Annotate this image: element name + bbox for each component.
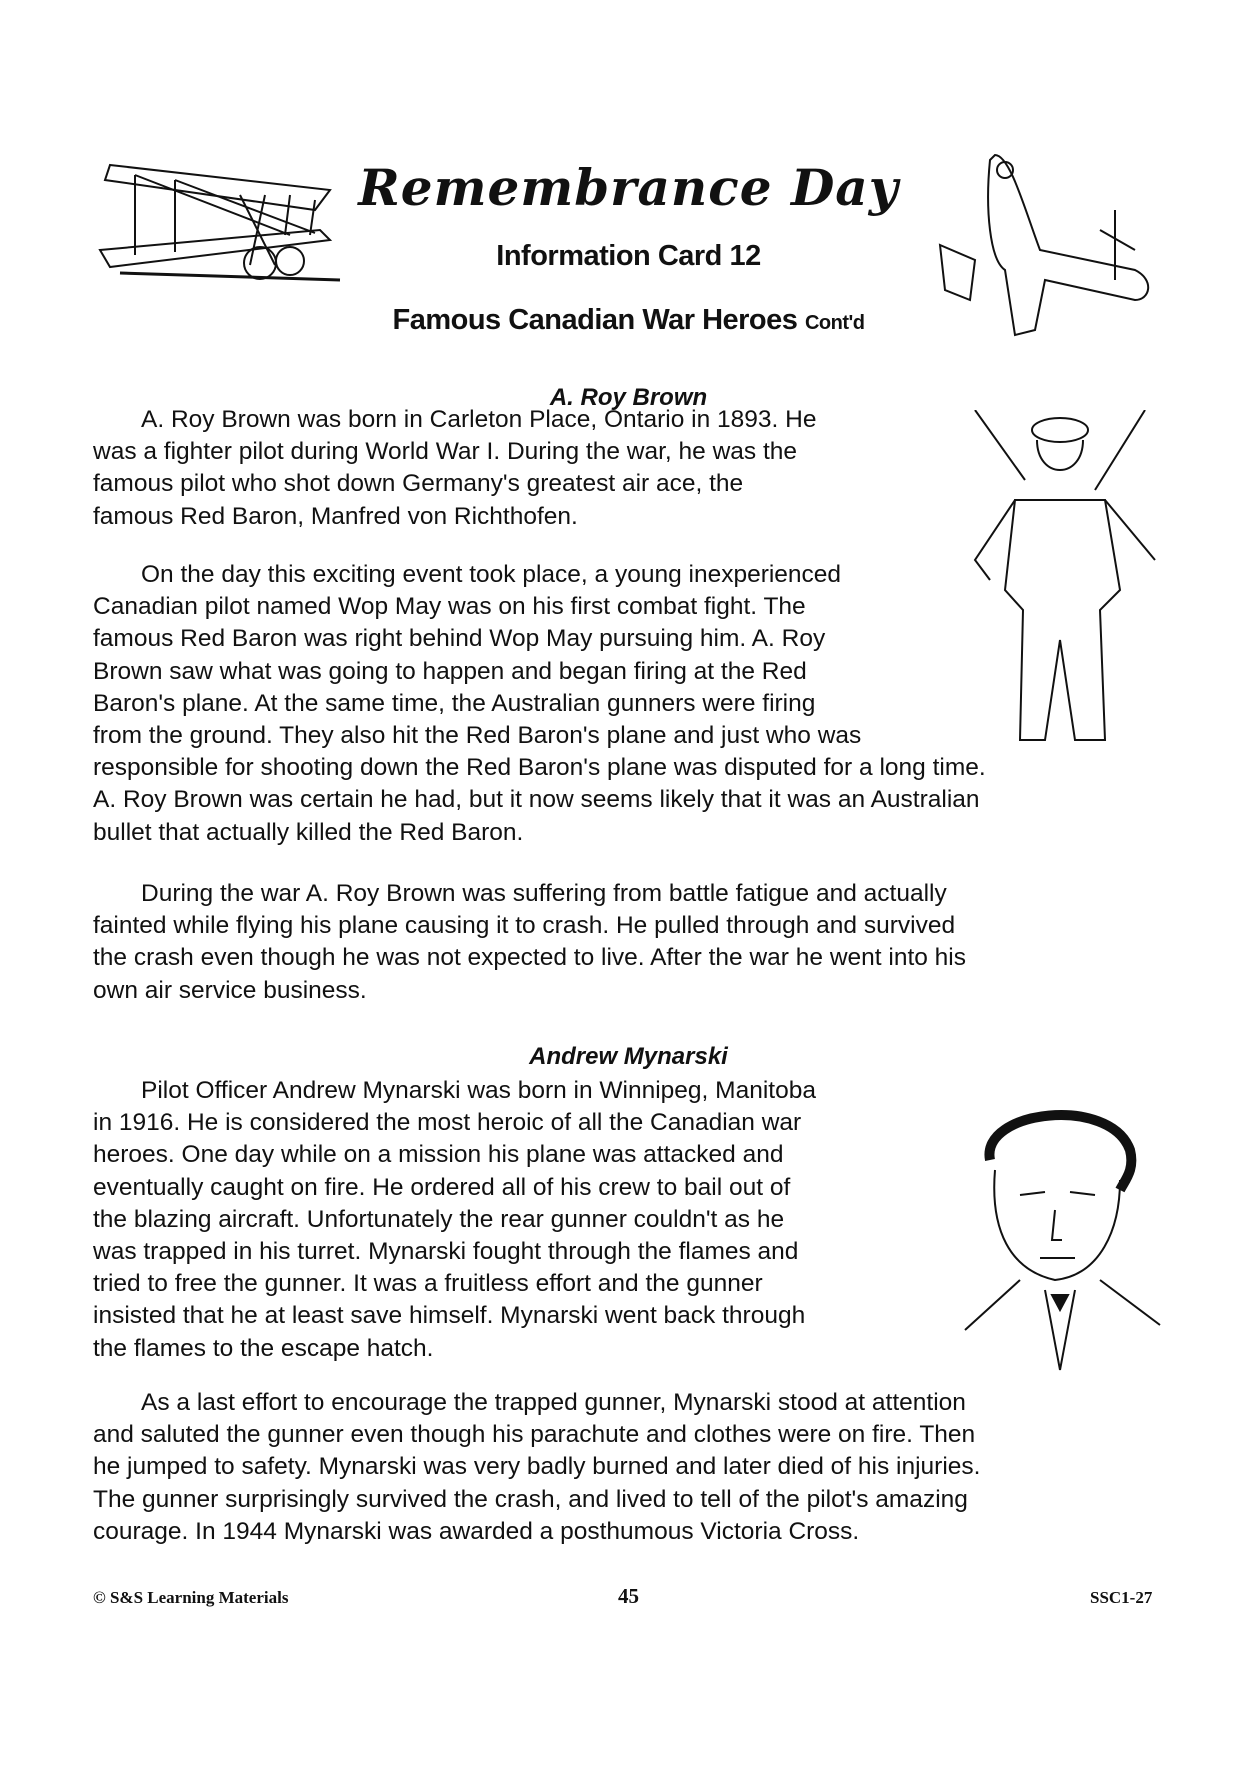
fighter-plane-illustration — [935, 150, 1175, 340]
paragraph-line: insisted that he at least save himself. Mynarski went back through — [93, 1302, 806, 1330]
mynarski-portrait — [960, 1100, 1165, 1375]
biplane-illustration — [90, 155, 345, 285]
paragraph-line: the blazing aircraft. Unfortunately the rear gunner couldn't as he — [93, 1205, 785, 1233]
paragraph-line: eventually caught on fire. He ordered all of his crew to bail out of — [93, 1173, 791, 1201]
hero-heading: Andrew Mynarski — [529, 1043, 728, 1070]
card-subtitle: Information Card 12 — [496, 240, 761, 272]
product-code: SSC1-27 — [1090, 1588, 1153, 1607]
pilot-illustration — [945, 410, 1170, 750]
paragraph-line: and saluted the gunner even though his parachute and clothes were on fire. Then — [93, 1421, 976, 1449]
paragraph-line: the crash even though he was not expected to live. After the war he went into his — [93, 944, 967, 972]
paragraph-line: famous pilot who shot down Germany's greatest air ace, the — [93, 470, 744, 498]
paragraph-line: in 1916. He is considered the most heroic of all the Canadian war — [93, 1109, 802, 1137]
paragraph-line: from the ground. They also hit the Red Baron's plane and just who was — [93, 722, 862, 749]
paragraph-line: fainted while flying his plane causing it to crash. He pulled through and survived — [93, 912, 956, 940]
paragraph-line: heroes. One day while on a mission his plane was attacked and — [93, 1141, 784, 1169]
paragraph-line: Canadian pilot named Wop May was on his first combat fight. The — [93, 593, 806, 621]
copyright-notice: © S&S Learning Materials — [93, 1588, 289, 1607]
paragraph-line: famous Red Baron, Manfred von Richthofen. — [93, 502, 578, 530]
paragraph-line: During the war A. Roy Brown was suffering from battle fatigue and actually — [141, 880, 947, 907]
paragraph-line: own air service business. — [93, 976, 367, 1004]
paragraph-line: courage. In 1944 Mynarski was awarded a posthumous Victoria Cross. — [93, 1517, 860, 1545]
paragraph-line: he jumped to safety. Mynarski was very badly burned and later died of his injuries. — [93, 1453, 981, 1481]
page-number: 45 — [618, 1584, 639, 1608]
hero-heading: A. Roy Brown — [549, 384, 708, 411]
paragraph-line: famous Red Baron was right behind Wop May pursuing him. A. Roy — [93, 625, 826, 653]
section-title: Famous Canadian War Heroes — [392, 304, 798, 336]
paragraph-line: tried to free the gunner. It was a fruitless effort and the gunner — [93, 1270, 763, 1298]
page-title: Remembrance Day — [358, 158, 899, 217]
paragraph-line: As a last effort to encourage the trapped gunner, Mynarski stood at attention — [141, 1389, 966, 1416]
paragraph-line: was trapped in his turret. Mynarski fought through the flames and — [93, 1238, 799, 1265]
paragraph-line: the flames to the escape hatch. — [93, 1334, 434, 1362]
paragraph-line: bullet that actually killed the Red Baron. — [93, 818, 524, 846]
paragraph-line: The gunner surprisingly survived the crash, and lived to tell of the pilot's amazing — [93, 1485, 968, 1513]
paragraph-line: Pilot Officer Andrew Mynarski was born in Winnipeg, Manitoba — [141, 1077, 816, 1104]
paragraph-line: On the day this exciting event took place, a young inexperienced — [141, 561, 842, 588]
paragraph-line: A. Roy Brown was born in Carleton Place, Ontario in 1893. He — [141, 406, 817, 433]
paragraph-line: Brown saw what was going to happen and began firing at the Red — [93, 657, 807, 685]
section-suffix: Cont'd — [804, 312, 865, 334]
paragraph-line: responsible for shooting down the Red Baron's plane was disputed for a long time. — [93, 754, 986, 782]
paragraph-line: Baron's plane. At the same time, the Australian gunners were firing — [93, 689, 816, 717]
paragraph-line: A. Roy Brown was certain he had, but it now seems likely that it was an Australian — [93, 786, 980, 814]
paragraph-line: was a fighter pilot during World War I. During the war, he was the — [93, 438, 798, 466]
